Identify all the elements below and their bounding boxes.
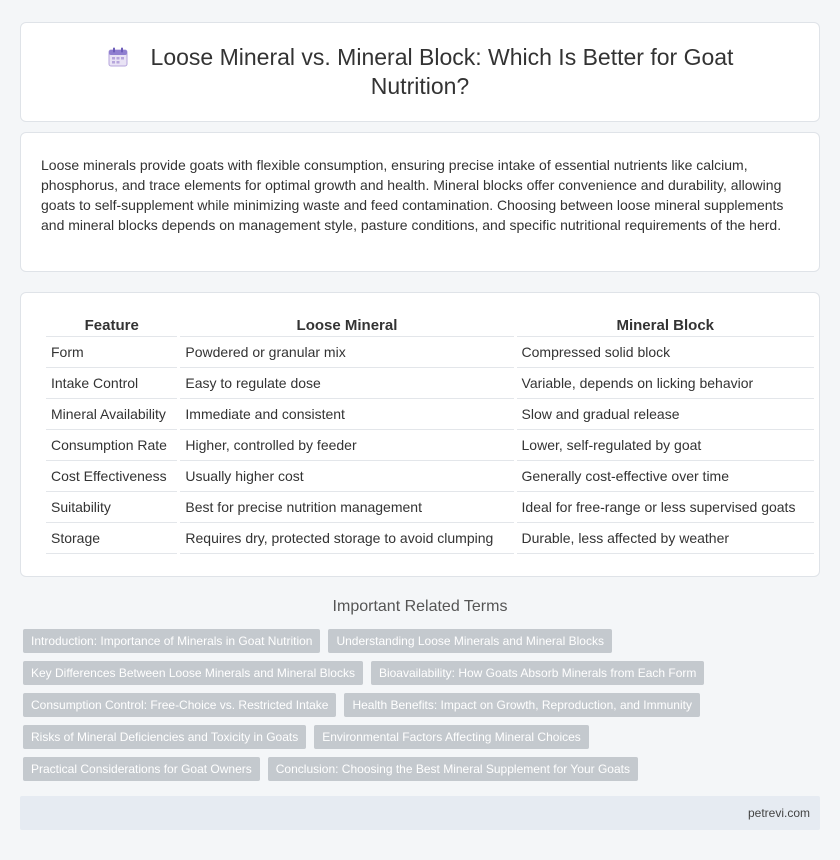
cell-loose: Usually higher cost [180, 461, 513, 492]
related-term-tag[interactable]: Practical Considerations for Goat Owners [23, 757, 260, 781]
cell-block: Generally cost-effective over time [517, 461, 814, 492]
related-term-tag[interactable]: Environmental Factors Affecting Mineral Choices [314, 725, 589, 749]
cell-loose: Immediate and consistent [180, 399, 513, 430]
title-wrap [21, 43, 819, 101]
tag-row [23, 725, 813, 749]
tag-row [23, 661, 813, 685]
cell-block: Compressed solid block [517, 337, 814, 368]
related-term-tag[interactable]: Understanding Loose Minerals and Mineral Blocks [328, 629, 611, 653]
cell-loose: Easy to regulate dose [180, 368, 513, 399]
table-row [46, 368, 814, 399]
cell-feature: Cost Effectiveness [46, 461, 177, 492]
footer-site-link[interactable]: petrevi.com [747, 806, 810, 820]
related-terms-tags [23, 629, 813, 789]
intro-card [20, 132, 820, 272]
header-loose-mineral: Loose Mineral [180, 313, 513, 337]
related-term-tag[interactable]: Consumption Control: Free-Choice vs. Restricted Intake [23, 693, 336, 717]
related-term-tag[interactable]: Introduction: Importance of Minerals in Goat Nutrition [23, 629, 320, 653]
cell-feature: Consumption Rate [46, 430, 177, 461]
header-feature: Feature [46, 313, 177, 337]
cell-feature: Intake Control [46, 368, 177, 399]
related-term-tag[interactable]: Key Differences Between Loose Minerals and Mineral Blocks [23, 661, 363, 685]
footer-bar [20, 796, 820, 830]
tag-row [23, 693, 813, 717]
cell-loose: Requires dry, protected storage to avoid clumping [180, 523, 513, 554]
cell-loose: Best for precise nutrition management [180, 492, 513, 523]
table-row [46, 461, 814, 492]
tag-row [23, 629, 813, 653]
table-row [46, 523, 814, 554]
related-terms-title: Important Related Terms [332, 598, 508, 615]
cell-loose: Powdered or granular mix [180, 337, 513, 368]
page-title-text: Loose Mineral vs. Mineral Block: Which Is Better for Goat Nutrition? [150, 44, 734, 99]
cell-loose: Higher, controlled by feeder [180, 430, 513, 461]
cell-feature: Mineral Availability [46, 399, 177, 430]
related-term-tag[interactable]: Health Benefits: Impact on Growth, Reproduction, and Immunity [344, 693, 700, 717]
cell-feature: Storage [46, 523, 177, 554]
related-term-tag[interactable]: Bioavailability: How Goats Absorb Minerals from Each Form [371, 661, 704, 685]
page-title [81, 43, 759, 101]
table-row [46, 399, 814, 430]
related-term-tag[interactable]: Conclusion: Choosing the Best Mineral Supplement for Your Goats [268, 757, 638, 781]
cell-block: Durable, less affected by weather [517, 523, 814, 554]
cell-feature: Form [46, 337, 177, 368]
header-card [20, 22, 820, 122]
cell-block: Slow and gradual release [517, 399, 814, 430]
related-term-tag[interactable]: Risks of Mineral Deficiencies and Toxicity in Goats [23, 725, 306, 749]
cell-feature: Suitability [46, 492, 177, 523]
intro-paragraph: Loose minerals provide goats with flexible consumption, ensuring precise intake of essential nutrients like calcium, phosphorus, and trace elements for optimal growth and health. Mineral blocks offer convenience and durability, allowing goats to self-supplement while minimizing waste and feed contamination. Choosing between loose mineral supplements and mineral blocks depends on management style, pasture conditions, and specific nutritional requirements of the herd. [41, 157, 784, 233]
table-row [46, 492, 814, 523]
tag-row [23, 757, 813, 781]
cell-block: Ideal for free-range or less supervised goats [517, 492, 814, 523]
calendar-icon [107, 46, 129, 68]
table-header-row [46, 313, 814, 337]
table-row [46, 337, 814, 368]
comparison-table [43, 313, 817, 554]
cell-block: Lower, self-regulated by goat [517, 430, 814, 461]
header-mineral-block: Mineral Block [517, 313, 814, 337]
table-row [46, 430, 814, 461]
cell-block: Variable, depends on licking behavior [517, 368, 814, 399]
comparison-card [20, 292, 820, 577]
